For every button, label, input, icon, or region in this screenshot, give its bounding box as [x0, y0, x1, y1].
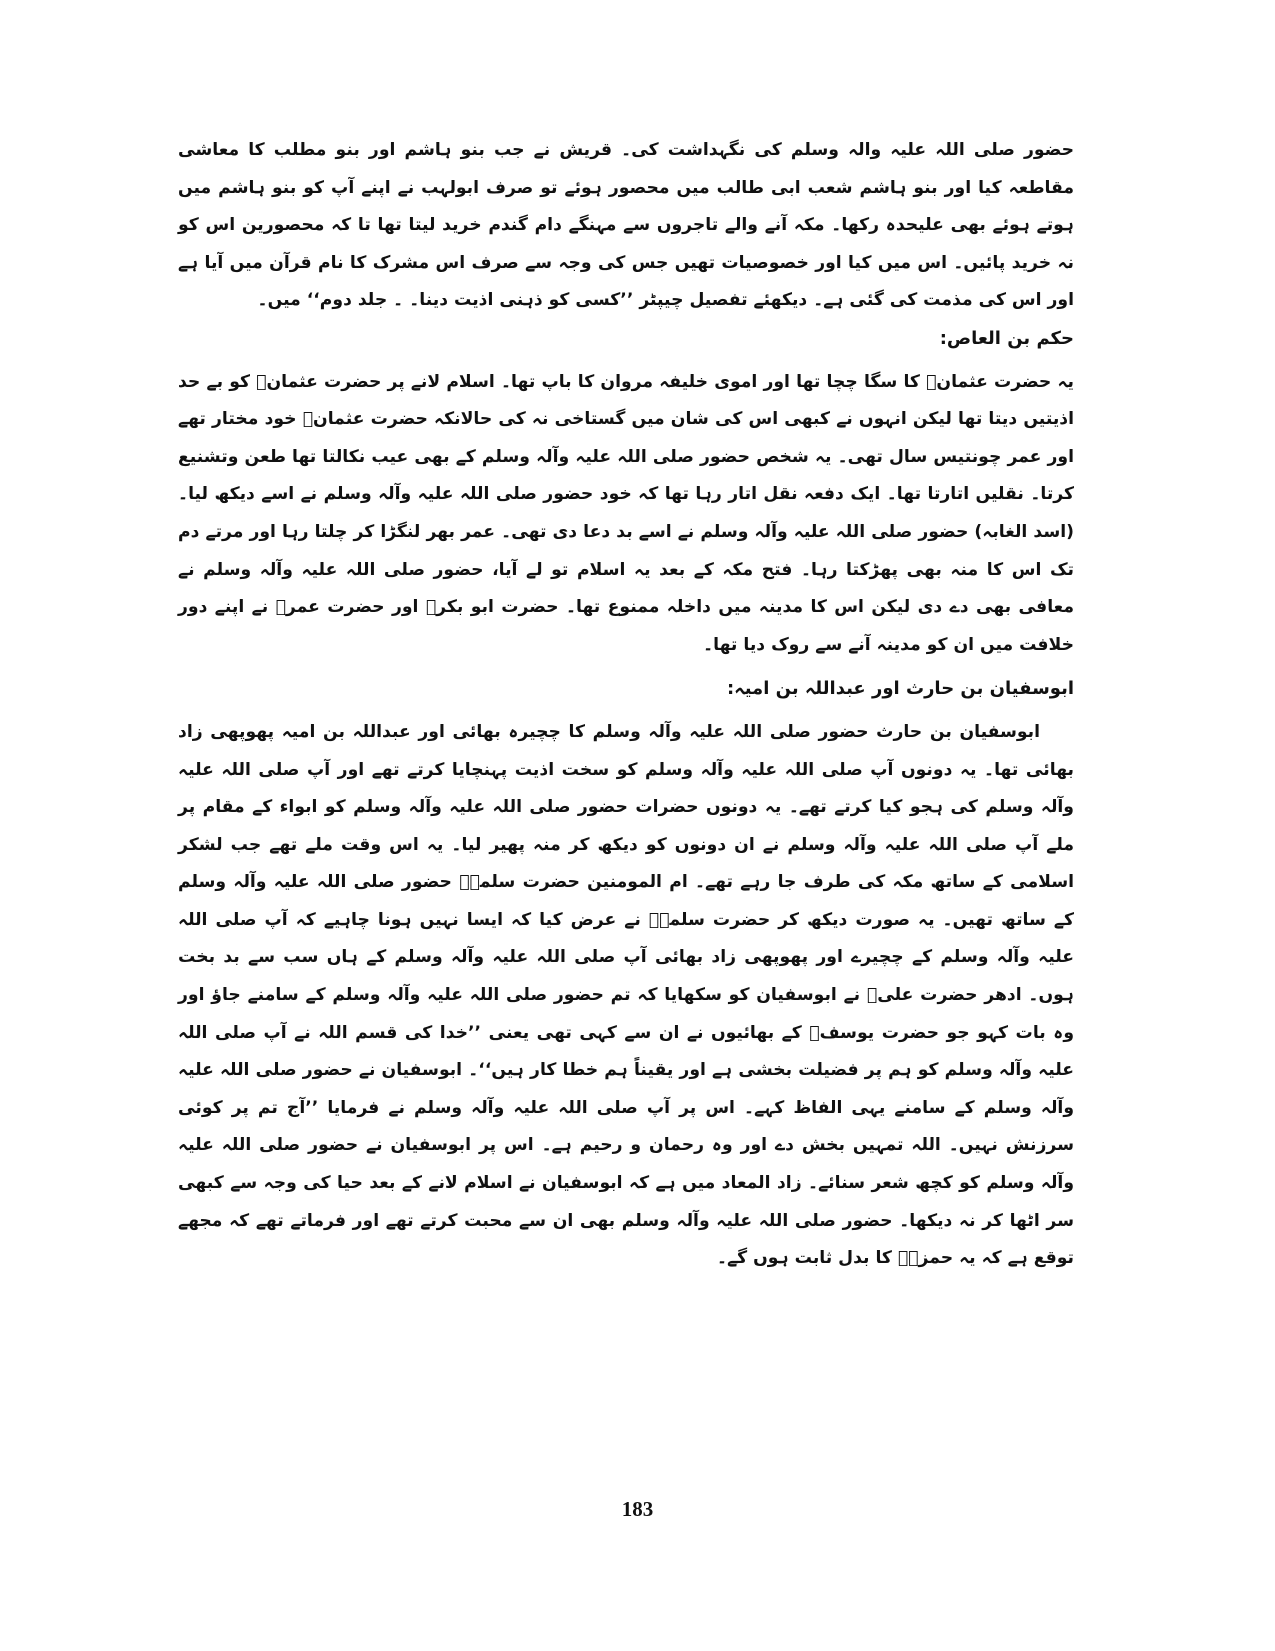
heading-hakam-bin-al-aas: حکم بن العاص: [939, 327, 1074, 349]
paragraph-abu-sufyan-abdullah: ابوسفیان بن حارث حضور صلی اللہ علیہ وآلہ وسلم کا چچیرہ بھائی اور عبداللہ بن امیہ پھوپھی زاد بھائی تھا۔ یہ دونوں آپ صلی اللہ علیہ وآلہ وسلم کو سخت اذیت پہنچایا کرتے تھے اور آپ صلی اللہ علیہ وآلہ وسلم کی ہجو کیا کرتے تھے۔ یہ دونوں حضرات حضور صلی اللہ علیہ وآلہ وسلم کو ابواء کے مقام پر ملے آپ صلی اللہ علیہ وآلہ وسلم نے ان دونوں کو دیکھ کر منہ پھیر لیا۔ یہ اس وقت ملے تھے جب لشکر اسلامی کے ساتھ مکہ کی طرف جا رہے تھے۔ ام المومنین حضرت سلمہؓ حضور صلی اللہ علیہ وآلہ وسلم کے ساتھ تھیں۔ یہ صورت دیکھ کر حضرت سلمہؓ نے عرض کیا کہ ایسا نہیں ہونا چاہیے کہ آپ صلی اللہ علیہ وآلہ وسلم کے چچیرے اور پھوپھی زاد بھائی آپ صلی اللہ علیہ وآلہ وسلم کے ہاں سب سے بد بخت ہوں۔ ادھر حضرت علیؓ نے ابوسفیان کو سکھایا کہ تم حضور صلی اللہ علیہ وآلہ وسلم کے سامنے جاؤ اور وہ بات کہو جو حضرت یوسفؑ کے بھائیوں نے ان سے کہی تھی یعنی ’’خدا کی قسم اللہ نے آپ صلی اللہ علیہ وآلہ وسلم کو ہم پر فضیلت بخشی ہے اور یقیناً ہم خطا کار ہیں‘‘۔ ابوسفیان نے حضور صلی اللہ علیہ وآلہ وسلم کے سامنے یہی الفاظ کہے۔ اس پر آپ صلی اللہ علیہ وآلہ وسلم نے فرمایا ’’آج تم پر کوئی سرزنش نہیں۔ اللہ تمہیں بخش دے اور وہ رحمان و رحیم ہے۔ اس پر ابوسفیان نے حضور صلی اللہ علیہ وآلہ وسلم کو کچھ شعر سنائے۔ زاد المعاد میں ہے کہ ابوسفیان نے اسلام لانے کے بعد حیا کی وجہ سے کبھی سر اٹھا کر نہ دیکھا۔ حضور صلی اللہ علیہ وآلہ وسلم بھی ان سے محبت کرتے تھے اور فرماتے تھے کہ مجھے توقع ہے کہ یہ حمزہؓ کا بدل ثابت ہوں گے۔ [178, 721, 1074, 1269]
paragraph-abu-lahab: حضور صلی اللہ علیہ والہ وسلم کی نگہداشت کی۔ قریش نے جب بنو ہاشم اور بنو مطلب کا معاشی مقاطعہ کیا اور بنو ہاشم شعب ابی طالب میں محصور ہوئے تو صرف ابولہب نے اپنے آپ کو بنو ہاشم میں ہوتے ہوئے بھی علیحدہ رکھا۔ مکہ آنے والے تاجروں سے مہنگے دام گندم خرید لیتا تھا تا کہ محصورین اس کو نہ خرید پائیں۔ اس میں کیا اور خصوصیات تھیں جس کی وجہ سے صرف اس مشرک کا نام قرآن میں آیا ہے اور اس کی مذمت کی گئی ہے۔ دیکھئے تفصیل چیپٹر ’’کسی کو ذہنی اذیت دینا۔ ۔ جلد دوم‘‘ میں۔ [178, 140, 1074, 311]
heading-abu-sufyan-abdullah: ابوسفیان بن حارث اور عبداللہ بن امیہ: [726, 678, 1074, 700]
paragraph-hakam-bin-al-aas: یہ حضرت عثمانؓ کا سگا چچا تھا اور اموی خلیفہ مروان کا باپ تھا۔ اسلام لانے پر حضرت عثمانؓ کو بے حد اذیتیں دیتا تھا لیکن انہوں نے کبھی اس کی شان میں گستاخی نہ کی حالانکہ حضرت عثمانؓ خود مختار تھے اور عمر چونتیس سال تھی۔ یہ شخص حضور صلی اللہ علیہ وآلہ وسلم کے بھی عیب نکالتا تھا طعن وتشنیع کرتا۔ نقلیں اتارتا تھا۔ ایک دفعہ نقل اتار رہا تھا کہ خود حضور صلی اللہ علیہ وآلہ وسلم نے اسے دیکھ لیا۔ (اسد الغابہ) حضور صلی اللہ علیہ وآلہ وسلم نے اسے بد دعا دی تھی۔ عمر بھر لنگڑا کر چلتا رہا اور مرتے دم تک اس کا منہ بھی پھڑکتا رہا۔ فتح مکہ کے بعد یہ اسلام تو لے آیا، حضور صلی اللہ علیہ وآلہ وسلم نے معافی بھی دے دی لیکن اس کا مدینہ میں داخلہ ممنوع تھا۔ حضرت ابو بکرؓ اور حضرت عمرؓ نے اپنے دور خلافت میں ان کو مدینہ آنے سے روک دیا تھا۔ [178, 371, 1074, 655]
page-number: 183 [621, 1497, 654, 1521]
document-body [178, 132, 1074, 1278]
